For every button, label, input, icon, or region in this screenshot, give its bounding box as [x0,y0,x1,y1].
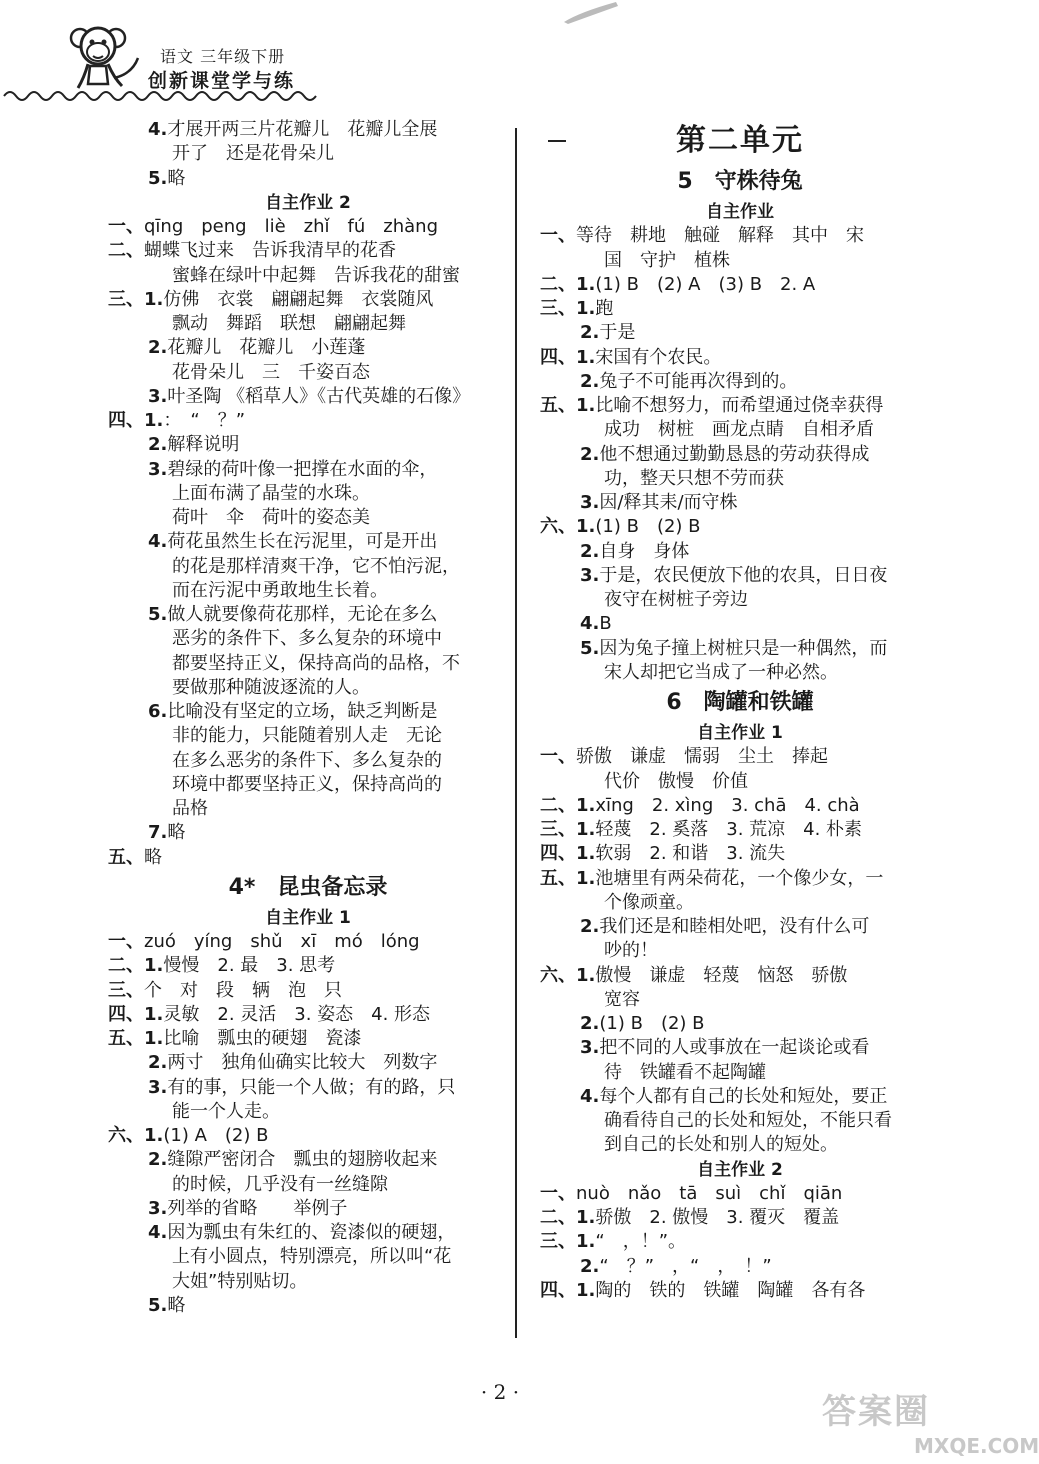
item-number [580,1109,604,1133]
answer-line [108,1124,508,1148]
item-number: 6. [148,701,168,722]
answer-text: 因/释其耒/而守株 [599,492,738,513]
answer-text: 在多么恶劣的条件下、多么复杂的 [172,749,442,771]
answer-text: 夜守在树桩子旁边 [604,589,748,610]
answer-text: 个像顽童。 [604,891,694,913]
answer-line [108,1197,508,1221]
lesson-title [540,685,940,721]
item-number: 四、1. [540,346,596,368]
answer-text: 成功 树桩 画龙点睛 自相矛盾 [604,419,874,441]
answer-line [540,346,940,370]
item-number: 六、1. [540,964,596,986]
answer-text: 缝隙严密闭合 瓢虫的翅膀收起来 [167,1149,438,1171]
item-number: 2. [148,1149,168,1171]
heading-text: 自主作业 1 [265,907,351,928]
answer-text: 略 [144,846,162,868]
answer-line [108,530,508,554]
page-number: · 2 · [480,1380,520,1404]
item-number [148,142,172,166]
lesson-title [540,164,940,200]
heading-title [108,191,508,215]
heading-title [540,721,940,745]
answer-text: (1) B (2) B [595,516,701,538]
item-number [148,627,172,651]
answer-text: 个 对 段 辆 泡 只 [144,979,342,1001]
answer-line [108,239,508,263]
item-number [148,1270,172,1294]
answer-line [540,1061,940,1085]
answer-line [108,797,508,821]
answer-text: 仿佛 衣裳 翩翩起舞 衣裳随风 [163,288,434,310]
answer-text: 灵敏 2. 灵活 3. 姿态 4. 形态 [163,1003,431,1025]
answer-line [108,773,508,797]
answer-text: 做人就要像荷花那样，无论在多么 [167,604,438,625]
answer-line [540,1133,940,1157]
answer-text: 国 守护 植株 [604,249,730,271]
answer-text: 我们还是和睦相处吧，没有什么可 [599,916,870,937]
item-number: 四、1. [540,1279,596,1301]
item-number [148,652,172,676]
answer-line [540,1109,940,1133]
answer-line [540,370,940,394]
answer-text: 略 [167,822,186,844]
answer-text: 要做那种随波逐流的人。 [172,676,370,698]
answer-text: 软弱 2. 和谐 3. 流失 [595,843,786,865]
item-number: 一、 [540,746,576,768]
answer-text: zuó yíng shǔ xī mó lóng [144,931,420,952]
corner-brush-mark [560,0,620,26]
item-number: 2. [580,1255,600,1277]
item-number: 2. [148,337,168,359]
item-number: 7. [148,822,168,844]
answer-line [108,336,508,360]
answer-line [540,467,940,491]
answer-text: 陶的 铁的 铁罐 陶罐 各有各 [595,1279,866,1301]
answer-text: (1) B (2) B [599,1013,705,1034]
answer-line [108,433,508,457]
answer-text: 有的事，只能一个人做；有的路，只 [167,1076,456,1098]
heading-title [540,200,940,224]
answer-text: 他不想通过勤勤恳恳的劳动获得成 [599,443,870,465]
item-number: 5. [148,1294,168,1316]
answer-line [540,964,940,988]
item-number: 3. [148,385,168,407]
answer-text: 比喻 瓢虫的硬翅 瓷漆 [163,1028,362,1049]
answer-line [108,930,508,954]
answer-line [540,1036,940,1060]
lesson-text: 4* 昆虫备忘录 [228,874,388,900]
item-number [148,1173,172,1197]
answer-line [108,1148,508,1172]
item-number [148,312,172,336]
answer-line [540,794,940,818]
answer-line [108,361,508,385]
lesson-text: 6 陶罐和铁罐 [666,690,814,715]
item-number: 三、 [108,979,144,1001]
answer-text: 比喻不想努力，而希望通过侥幸获得 [595,395,884,416]
item-number: 5. [580,637,600,659]
answer-text: 非的能力，只能随着别人走 无论 [172,725,442,747]
item-number: 一、 [108,931,144,952]
item-number: 六、1. [540,516,596,538]
answer-line [540,224,940,248]
item-number: 2. [580,443,600,465]
answer-text: 恶劣的条件下、多么复杂的环境中 [172,628,442,650]
answer-text: 宋国有个农民。 [595,346,722,368]
answer-text: 等待 耕地 触碰 解释 其中 宋 [576,225,864,247]
answer-line [108,603,508,627]
answer-text: 两寸 独角仙确实比较大 列数字 [167,1052,438,1074]
monkey-mascot-icon [58,18,146,94]
answer-text: B [599,613,612,635]
item-number [580,467,604,491]
answer-text: 解释说明 [167,434,240,456]
answer-text: 碧绿的荷叶像一把撑在水面的伞， [167,458,438,480]
answer-text: 自身 身体 [599,540,690,562]
answer-text: 代价 傲慢 价值 [604,770,748,792]
item-number: 三、1. [540,1231,596,1253]
answer-line [540,491,940,515]
item-number: 四、1. [540,843,596,865]
item-number: 一、 [540,1182,576,1204]
answer-text: 才展开两三片花瓣儿 花瓣儿全展 [167,119,438,140]
answer-text: 于是 [599,322,636,344]
answer-text: 蜜蜂在绿叶中起舞 告诉我花的甜蜜 [172,264,460,286]
answer-line [540,418,940,442]
header-wave-divider [0,86,330,106]
answer-line [108,1270,508,1294]
item-number [148,482,172,506]
answer-line [108,264,508,288]
answer-text: 略 [167,167,186,189]
watermark-en: MXQE.COM [914,1434,1039,1458]
item-number: 五、 [108,846,144,868]
answer-line [108,1173,508,1197]
answer-text: 宽容 [604,988,640,1010]
item-number [148,361,172,385]
answer-line [108,458,508,482]
answer-line [108,506,508,530]
answer-text: 能一个人走。 [172,1100,280,1122]
item-number: 4. [580,613,600,635]
answer-line [108,142,508,166]
answer-text: 的花是那样清爽干净，它不怕污泥， [172,555,460,577]
answer-text: 每个人都有自己的长处和短处，要正 [599,1085,888,1107]
item-number [148,264,172,288]
answer-line [540,842,940,866]
answer-text: qīng peng liè zhǐ fú zhàng [144,216,438,237]
answer-line [540,1085,940,1109]
item-number [580,588,604,612]
answer-line [540,939,940,963]
item-number [148,1100,172,1124]
answer-line [540,891,940,915]
answer-line [540,818,940,842]
answer-text: 环境中都要坚持正义，保持高尚的 [172,773,442,795]
item-number: 三、1. [540,819,596,840]
answer-text: “ ，！”。 [595,1231,687,1253]
item-number: 一、 [540,225,576,247]
answer-line [540,321,940,345]
item-number: 五、1. [108,1028,164,1049]
answer-text: 把不同的人或事放在一起谈论或看 [599,1037,870,1059]
item-number: 六、1. [108,1125,164,1146]
answer-line [108,409,508,433]
answer-line [540,1012,940,1036]
answer-line [108,118,508,142]
item-number [580,988,604,1012]
answer-text: 而在污泥中勇敢地生长着。 [172,579,388,601]
answer-line [540,1255,940,1279]
answer-text: 花骨朵儿 三 千姿百态 [172,361,370,383]
answer-text: “ ？” ，“ ， ！” [599,1255,772,1277]
answer-text: 因为瓢虫有朱红的、瓷漆似的硬翅， [167,1222,456,1243]
item-number: 二、 [108,240,144,262]
answer-line [540,297,940,321]
answer-text: 池塘里有两朵荷花，一个像少女，一 [595,867,884,889]
answer-text: 的时候，几乎没有一丝缝隙 [172,1173,388,1195]
item-number: 2. [580,322,600,344]
heading-title [540,1158,940,1182]
answer-text: 宋人却把它当成了一种必然。 [604,661,838,683]
answer-text: 大姐”特别贴切。 [172,1270,308,1292]
answer-text: 开了 还是花骨朵儿 [172,143,334,165]
answer-line [108,846,508,870]
heading-text: 自主作业 2 [265,192,351,213]
item-number [148,749,172,773]
item-number [580,770,604,794]
item-number: 五、1. [540,867,596,889]
item-number: 3. [580,492,600,513]
answer-text: ： “ ？” [163,410,246,431]
answer-line [540,1279,940,1303]
item-number: 2. [148,434,168,456]
item-number: 4. [148,119,168,140]
item-number [148,506,172,530]
item-number [148,724,172,748]
answer-line [108,979,508,1003]
item-number [148,676,172,700]
answer-line [108,700,508,724]
item-number: 四、1. [108,1003,164,1025]
left-column [108,118,508,1318]
item-number [580,939,604,963]
answer-line [540,770,940,794]
answer-line [540,588,940,612]
answer-line [108,385,508,409]
item-number: 3. [148,1197,168,1219]
item-number [580,418,604,442]
answer-line [540,540,940,564]
item-number: 四、1. [108,410,164,431]
answer-text: xīng 2. xìng 3. chā 4. chà [595,794,860,816]
item-number [580,1061,604,1085]
unit-title [540,118,940,164]
item-number: 三、1. [108,288,164,310]
item-number: 3. [148,458,168,480]
answer-line [108,627,508,651]
heading-title [108,906,508,930]
answer-text: 比喻没有坚定的立场，缺乏判断是 [167,701,438,722]
answer-text: 品格 [172,798,208,819]
answer-line [540,637,940,661]
answer-text: 因为兔子撞上树桩只是一种偶然，而 [599,637,888,659]
column-divider [515,128,517,1338]
answer-line [108,312,508,336]
answer-line [108,1076,508,1100]
answer-line [540,564,940,588]
answer-line [108,167,508,191]
lesson-text: 5 守株待兔 [677,169,803,194]
answer-line [540,745,940,769]
answer-text: 叶圣陶 《稻草人》《古代英雄的石像》 [167,385,471,407]
item-number [148,1245,172,1269]
answer-line [108,1003,508,1027]
page-header [0,0,1000,110]
answer-text: 上面布满了晶莹的水珠。 [172,482,370,504]
answer-line [108,652,508,676]
answer-text: 荷叶 伞 荷叶的姿态美 [172,507,370,528]
item-number [148,555,172,579]
item-number: 2. [148,1052,168,1074]
item-number: 5. [148,167,168,189]
answer-text: 飘动 舞蹈 联想 翩翩起舞 [172,313,406,334]
answer-text: 骄傲 谦虚 懦弱 尘土 捧起 [576,746,828,768]
answer-line [540,988,940,1012]
answer-line [540,661,940,685]
heading-text: 自主作业 1 [697,723,783,743]
answer-text: 都要坚持正义，保持高尚的品格，不 [172,652,460,674]
answer-line [540,612,940,636]
item-number: 二、1. [108,955,164,977]
item-number: 二、1. [540,1207,596,1228]
answer-text: (1) A (2) B [163,1125,269,1146]
answer-text: 略 [167,1294,186,1316]
answer-text: 确看待自己的长处和短处，不能只看 [604,1110,892,1131]
header-brand: 创新课堂学与练 [148,70,296,92]
answer-line [108,1051,508,1075]
item-number: 三、1. [540,298,596,319]
item-number [148,773,172,797]
answer-text: 待 铁罐看不起陶罐 [604,1061,766,1083]
answer-line [540,867,940,891]
answer-line [108,1100,508,1124]
answer-line [540,443,940,467]
item-number: 3. [580,1037,600,1059]
answer-line [540,515,940,539]
answer-text: nuò nǎo tā suì chǐ qiān [576,1182,843,1204]
answer-line [540,394,940,418]
answer-text: 骄傲 2. 傲慢 3. 覆灭 覆盖 [595,1207,840,1228]
answer-line [108,676,508,700]
answer-text: 荷花虽然生长在污泥里，可是开出 [167,531,438,553]
item-number: 一、 [108,216,144,237]
item-number: 4. [148,1222,168,1243]
answer-text: 花瓣儿 花瓣儿 小莲蓬 [167,337,366,359]
answer-text: (1) B (2) A (3) B 2. A [595,273,816,295]
item-number [148,579,172,603]
answer-text: 到自己的长处和别人的短处。 [604,1134,838,1156]
answer-line [108,821,508,845]
answer-text: 列举的省略 举例子 [167,1197,348,1219]
item-number [580,661,604,685]
item-number [580,1133,604,1157]
answer-line [108,724,508,748]
answer-line [540,1182,940,1206]
answer-line [108,954,508,978]
unit-text: 第二单元 [676,123,804,158]
lesson-title [108,870,508,906]
item-number: 5. [148,604,168,625]
item-number: 二、1. [540,794,596,816]
answer-line [108,749,508,773]
answer-text: 慢慢 2. 最 3. 思考 [163,955,336,977]
answer-line [540,1230,940,1254]
answer-line [108,288,508,312]
item-number: 3. [580,564,600,586]
item-number: 2. [580,370,600,392]
item-number [580,249,604,273]
header-subject: 语文 三年级下册 [160,47,286,66]
answer-text: 傲慢 谦虚 轻蔑 恼怒 骄傲 [595,964,848,986]
item-number: 2. [580,1013,600,1034]
item-number: 2. [580,540,600,562]
answer-text: 上有小圆点，特别漂亮，所以叫“花 [172,1246,452,1268]
answer-line [108,1221,508,1245]
answer-line [108,1027,508,1051]
watermark-cn: 答案圈 [822,1392,930,1432]
answer-line [540,273,940,297]
item-number: 2. [580,916,600,937]
heading-text: 自主作业 [706,202,774,222]
answer-text: 吵的！ [604,940,658,962]
answer-text: 兔子不可能再次得到的。 [599,370,798,392]
item-number: 二、1. [540,273,596,295]
watermark-logo [818,1384,1039,1460]
item-number [580,891,604,915]
right-column [540,118,940,1303]
answer-line [108,482,508,506]
item-number: 4. [580,1085,600,1107]
answer-line [108,579,508,603]
item-number: 4. [148,531,168,553]
answer-line [108,215,508,239]
answer-text: 功，整天只想不劳而获 [604,467,784,489]
answer-line [540,249,940,273]
heading-text: 自主作业 2 [697,1159,783,1180]
answer-text: 蝴蝶飞过来 告诉我清早的花香 [144,240,396,262]
answer-line [108,555,508,579]
answer-line [540,915,940,939]
answer-line [108,1245,508,1269]
item-number [148,797,172,821]
answer-text: 跑 [595,298,614,319]
item-number: 五、1. [540,395,596,416]
answer-text: 轻蔑 2. 奚落 3. 荒凉 4. 朴素 [595,819,863,840]
answer-line [108,1294,508,1318]
item-number: 3. [148,1076,168,1098]
answer-line [540,1206,940,1230]
answer-text: 于是，农民便放下他的农具，日日夜 [599,564,888,586]
